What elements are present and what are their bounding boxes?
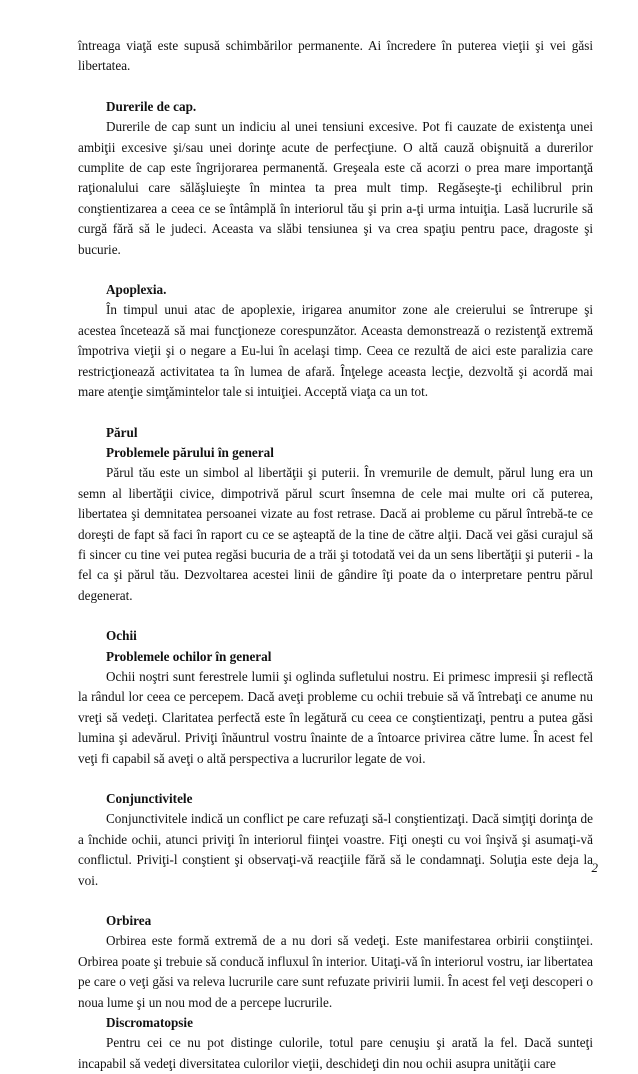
section-text-discromatopsie: Pentru cei ce nu pot distinge culorile, totul pare cenuşiu şi arată la fel. Dacă sunteţi incapabil să vedeţi diversitatea culorilor vieţii, deschideţi din nou ochii asupra unităţii care [78, 1035, 593, 1071]
section-title-discromatopsie: Discromatopsie [106, 1015, 193, 1031]
section-title-parul: Părul [106, 424, 138, 440]
spacer [78, 77, 593, 97]
section-text-orbirea: Orbirea este formă extremă de a nu dori să vedeţi. Este manifestarea orbirii conştiinţei. Orbirea poate şi trebuie să conducă influxul în interior. Uitaţi-vă în interiorul vostru, iar libertatea pe care o veţi găsi va releva lucrurile care sunt refuzate privirii lumii. În acest fel veţi descoperi o noua lume şi un nou mod de a percepe lucrurile. [78, 933, 593, 1010]
section-text-parul: Părul tău este un simbol al libertăţii şi puterii. În vremurile de demult, părul lung era un semn al libertăţii civice, dimpotrivă părul scurt însemna de cele mai multe ori că puterea, libertatea şi demnitatea persoanei vizate au fost retrase. Dacă ai probleme cu părul întrebă-te ce doreşti de fapt să faci în raport cu ce se aşteaptă de la tine de către alţii. Dacă vei găsi curajul să fi sincer cu tine vei putea regăsi bucuria de a trăi şi totodată vei da un sens libertăţii şi puterii - la fel ca şi părul tău. Dezvoltarea acestei linii de gândire îţi poate da o interpretare pentru părul degenerat. [78, 465, 593, 603]
section-title-orbirea: Orbirea [106, 913, 152, 929]
section-title-apoplexia: Apoplexia. [106, 282, 167, 298]
spacer [78, 891, 593, 911]
intro-paragraph: întreaga viaţă este supusă schimbărilor permanente. Ai încredere în puterea vieţii şi vei găsi libertatea. [78, 38, 593, 74]
section-title-ochii: Ochii [106, 628, 137, 644]
spacer [78, 606, 593, 626]
section-subtitle-parul: Problemele părului în general [106, 444, 274, 460]
spacer [78, 403, 593, 423]
section-title-conjunctivitele: Conjunctivitele [106, 791, 193, 806]
page-number: 2 [591, 860, 598, 875]
page-content [78, 36, 593, 1074]
spacer [78, 260, 593, 280]
section-text-ochii: Ochii noştri sunt ferestrele lumii şi oglinda sufletului nostru. Ei primesc impresii şi reflectă la rândul lor ceea ce percepem. Dacă aveţi probleme cu ochii trebuie să vă întrebaţi ce anume nu vreţi să vedeţi. Claritatea perfectă este în legătură cu ceea ce conştientizaţi, pentru a putea găsi lumina şi adevărul. Priviţi înăuntrul vostru înainte de a întoarce privirea către lume. În acest fel veţi fi capabil să aveţi o altă perspectiva a lucrurilor legate de voi. [78, 668, 593, 766]
section-subtitle-ochii: Problemele ochilor în general [106, 648, 272, 664]
section-text-durerile-de-cap: Durerile de cap sunt un indiciu al unei tensiuni excesive. Pot fi cauzate de existenţa unei ambiţii excesive şi/sau unei dorinţe acute de perfecţiune. O altă cauză obişnuită a durerilor cumplite de cap este îngrijorarea permanentă. Greşeala este că acorzi o prea mare importanţă raţionalului care sălăşluieşte în mintea ta prea mult timp. Regăseşte-ţi echilibrul prin conştientizarea a ceea ce se întâmplă în interiorul tău şi prin a-ţi urma intuiţia. Lasă lucrurile să curgă fără să le judeci. Aceasta va slăbi tensiunea şi va crea spaţiu pentru pace, dragoste şi bucurie. [78, 119, 593, 257]
section-title-durerile-de-cap: Durerile de cap. [106, 98, 197, 114]
spacer [78, 769, 593, 789]
section-text-apoplexia: În timpul unui atac de apoplexie, irigarea anumitor zone ale creierului se întrerupe şi acestea încetează să mai funcţioneze corespunzător. Aceasta demonstrează o rezistenţă extremă împotriva vieţii şi o negare a Eu-lui în acelaşi timp. Ceea ce rezultă de aici este paralizia care restricţionează activitatea ta în lumea de afară. Înţelege aceasta lecţie, dezvoltă şi acordă mai mare atenţie simţămintelor tale si intuiţiei. Acceptă viaţa ca un tot. [78, 302, 593, 400]
section-text-conjunctivitele: Conjunctivitele indică un conflict pe care refuzaţi să-l conştientizaţi. Dacă simţiţi dorinţa de a închide ochii, atunci priviţi în interiorul fiinţei voastre. Fiţi oneşti cu voi înşivă şi asumaţi-vă conflictul. Priviţi-l conştient şi observaţi-vă reacţiile fără să le condamnaţi. Soluţia este deja la voi. [78, 811, 593, 888]
